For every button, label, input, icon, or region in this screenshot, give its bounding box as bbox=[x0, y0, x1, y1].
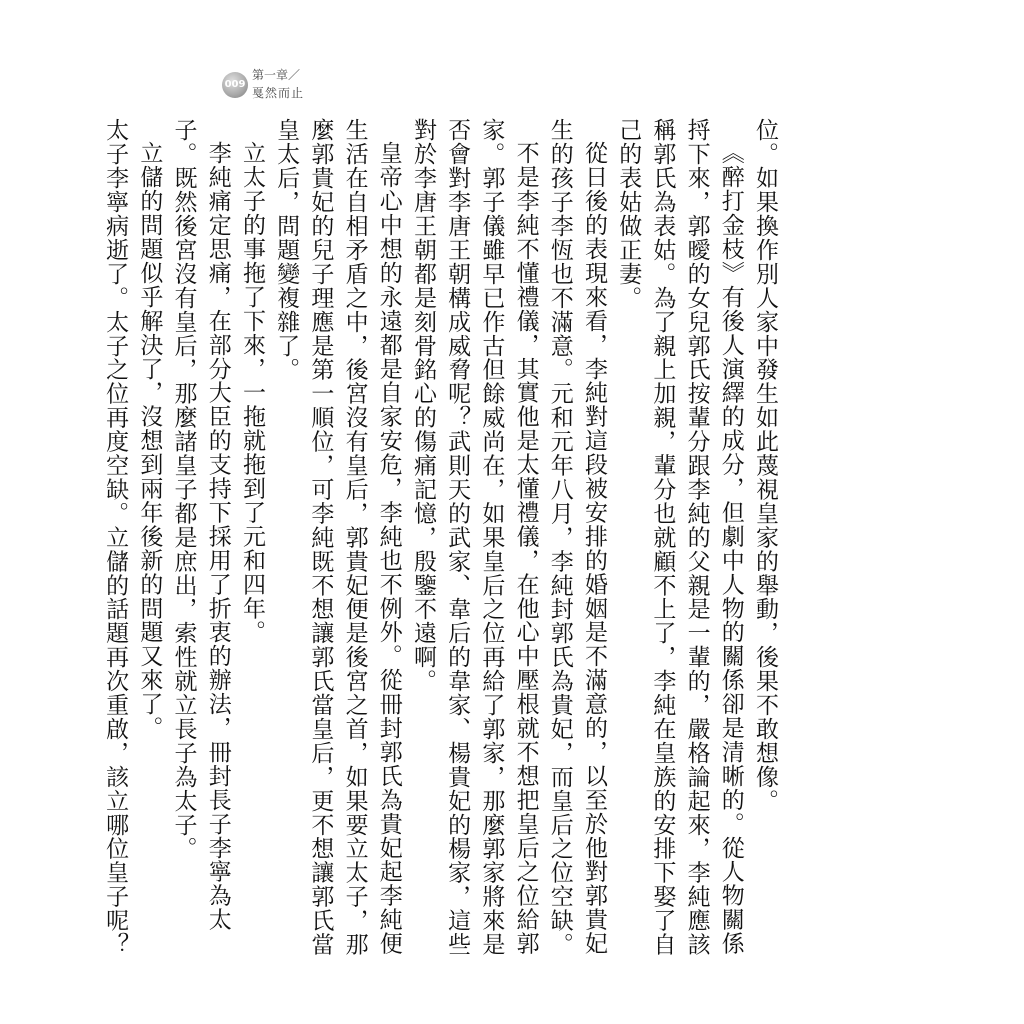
paragraph: 李純痛定思痛，在部分大臣的支持下採用了折衷的辦法，冊封長子李寧為太子。既然後宮沒有皇后，那麼諸皇子都是庶出，索性就立長子為太子。 bbox=[170, 118, 231, 932]
paragraph: 位。如果換作別人家中發生如此蔑視皇家的舉動，後果不敢想像。 bbox=[752, 118, 778, 813]
page-number-badge: 009 bbox=[222, 72, 248, 98]
paragraph: 《醉打金枝》有後人演繹的成分，但劇中人物的關係卻是清晰的。從人物關係捋下來，郭曖的女兒郭氏按輩分跟李純的父親是一輩的，嚴格論起來，李純應該稱郭氏為表姑。為了親上加親，輩分也就顧不上了，李純在皇族的安排下娶了自己的表姑做正妻。 bbox=[615, 118, 744, 957]
page-header bbox=[222, 64, 342, 104]
paragraph: 皇帝心中想的永遠都是自家安危，李純也不例外。從冊封郭氏為貴妃起李純便生活在自相矛盾之中，後宮沒有皇后，郭貴妃便是後宮之首，如果要立太子，那麼郭貴妃的兒子理應是第一順位，可李純既不想讓郭氏當皇后，更不想讓郭氏當皇太后，問題變複雜了。 bbox=[273, 118, 402, 957]
paragraph: 太子李寧病逝了。太子之位再度空缺。立儲的話題再次重啟，該立哪位皇子呢？ bbox=[102, 118, 129, 957]
chapter-title: 戛然而止 bbox=[252, 86, 305, 100]
vertical-text-body bbox=[102, 118, 782, 958]
paragraph: 不是李純不懂禮儀，其實他是太懂禮儀，在他心中壓根就不想把皇后之位給郭家。郭子儀雖早已作古但餘威尚在，如果皇后之位再給了郭家，那麼郭家將來是否會對李唐王朝構成威脅呢？武則天的武家、韋后的韋家、楊貴妃的楊家，這些對於李唐王朝都是刻骨銘心的傷痛記憶，殷鑒不遠啊。 bbox=[409, 118, 539, 957]
paragraph: 從日後的表現來看，李純對這段被安排的婚姻是不滿意的，以至於他對郭貴妃生的孩子李恆也不滿意。元和元年八月，李純封郭氏為貴妃，而皇后之位空缺。 bbox=[546, 118, 607, 957]
paragraph: 立太子的事拖了下來，一拖就拖到了元和四年。 bbox=[238, 141, 265, 644]
chapter-label: 第一章／ bbox=[252, 68, 301, 82]
paragraph: 立儲的問題似乎解決了，沒想到兩年後新的問題又來了。 bbox=[136, 141, 163, 740]
